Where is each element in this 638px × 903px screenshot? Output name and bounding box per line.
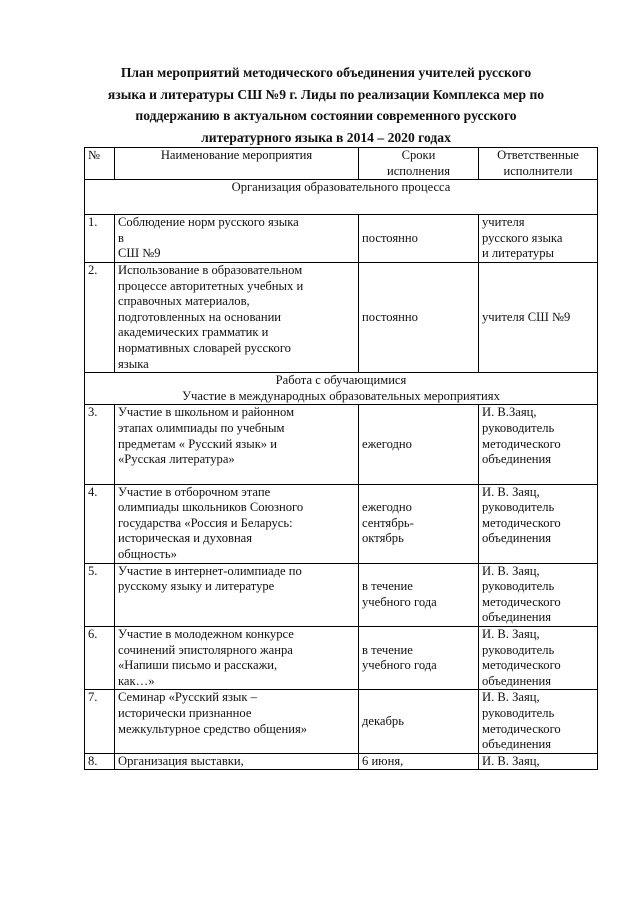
- event-term-line: декабрь: [362, 713, 404, 728]
- event-name-line: исторически признанное: [118, 706, 252, 720]
- title-line: поддержанию в актуальном состоянии современного русского: [135, 108, 517, 123]
- event-responsible-line: методического: [482, 515, 561, 530]
- event-responsible-line: объединения: [482, 737, 552, 752]
- event-responsible-line: объединения: [482, 531, 552, 546]
- event-name: [115, 262, 359, 372]
- row-number: 6.: [85, 627, 115, 690]
- event-responsible-line: учителя СШ №9: [482, 309, 571, 324]
- event-name-line: общность»: [118, 547, 177, 562]
- event-name-line: Участие в интернет-олимпиаде по: [118, 563, 302, 578]
- event-responsible-line: методического: [482, 594, 561, 609]
- event-responsible-line: руководитель: [482, 420, 555, 435]
- event-responsible-line: И. В. Заяц,: [482, 484, 540, 499]
- section-title-line: Организация образовательного процесса: [231, 180, 451, 195]
- event-responsible: [479, 627, 598, 690]
- event-responsible-line: объединения: [482, 673, 552, 688]
- section-row: [85, 373, 598, 405]
- event-name-line: процессе авторитетных учебных и: [118, 278, 304, 293]
- section-title: [85, 373, 598, 405]
- section-row: [85, 180, 598, 215]
- table-row: [85, 753, 598, 770]
- event-name-line: «Напиши письмо и расскажи,: [118, 658, 278, 673]
- event-term-line: ежегодно: [362, 436, 412, 451]
- table-row: [85, 405, 598, 484]
- event-name-line: языка: [118, 356, 149, 371]
- event-responsible-line: И. В. Заяц,: [482, 753, 540, 768]
- event-responsible-line: И. В. Заяц,: [482, 627, 540, 642]
- event-name-line: Организация выставки,: [118, 753, 244, 768]
- event-term: [359, 753, 479, 770]
- event-name-line: Участие в отборочном этапе: [118, 484, 271, 499]
- event-term: [359, 215, 479, 263]
- event-term-line: постоянно: [362, 230, 418, 245]
- event-term: [359, 627, 479, 690]
- event-responsible: [479, 753, 598, 770]
- table-row: [85, 262, 598, 372]
- event-name-line: русскому языку и литературе: [118, 579, 275, 594]
- event-name: [115, 753, 359, 770]
- event-name-line: предметам « Русский язык» и: [118, 436, 277, 451]
- event-term: [359, 262, 479, 372]
- event-name-line: подготовленных на основании: [118, 309, 282, 324]
- table-row: [85, 215, 598, 263]
- event-name-line: Семинар «Русский язык –: [118, 690, 257, 705]
- event-term: [359, 484, 479, 563]
- event-responsible: [479, 215, 598, 263]
- header-term-line: исполнения: [386, 163, 451, 178]
- table-row: [85, 563, 598, 626]
- table-row: [85, 627, 598, 690]
- table-header-row: [85, 148, 598, 180]
- event-name-line: справочных материалов,: [118, 294, 250, 309]
- event-responsible-line: руководитель: [482, 579, 555, 594]
- event-term-line: учебного года: [362, 658, 437, 673]
- event-name: [115, 215, 359, 263]
- event-term-line: постоянно: [362, 309, 418, 324]
- header-term: [359, 148, 479, 180]
- event-responsible-line: и литературы: [482, 246, 554, 261]
- row-number: 2.: [85, 262, 115, 372]
- section-title-line: Участие в международных образовательных мероприятиях: [182, 388, 500, 403]
- event-name-line: этапах олимпиады по учебным: [118, 420, 285, 435]
- events-table: [84, 147, 598, 770]
- event-name-line: государства «Россия и Беларусь:: [118, 515, 293, 530]
- row-number: 7.: [85, 690, 115, 753]
- title-line: литературного языка в 2014 – 2020 годах: [201, 129, 451, 145]
- event-responsible-line: методического: [482, 658, 561, 673]
- header-term-line: Сроки: [401, 148, 436, 162]
- event-name-line: СШ №9: [118, 246, 161, 261]
- row-number: 8.: [85, 753, 115, 770]
- table-row: [85, 484, 598, 563]
- header-resp-line: Ответственные: [497, 148, 579, 162]
- header-num: №: [85, 148, 115, 180]
- event-term-line: ежегодно: [362, 500, 412, 515]
- event-term-line: октябрь: [362, 531, 404, 546]
- event-responsible-line: руководитель: [482, 706, 555, 720]
- event-term: [359, 405, 479, 484]
- event-name-line: межкультурное средство общения»: [118, 721, 308, 736]
- event-term-line: сентябрь-: [362, 515, 414, 530]
- event-term: [359, 563, 479, 626]
- event-term: [359, 690, 479, 753]
- event-name-line: Участие в школьном и районном: [118, 405, 295, 420]
- document-title: [70, 62, 582, 148]
- event-name-line: нормативных словарей русского: [118, 340, 291, 355]
- event-term-line: учебного года: [362, 594, 437, 609]
- event-responsible-line: руководитель: [482, 500, 555, 515]
- event-name-line: как…»: [118, 673, 155, 688]
- event-name-line: академических грамматик и: [118, 325, 269, 340]
- event-name: [115, 484, 359, 563]
- event-responsible-line: И. В. Заяц,: [482, 563, 540, 578]
- event-name-line: олимпиады школьников Союзного: [118, 500, 304, 515]
- row-number: 5.: [85, 563, 115, 626]
- event-responsible: [479, 262, 598, 372]
- row-number: 4.: [85, 484, 115, 563]
- event-name: [115, 627, 359, 690]
- event-name-line: в: [118, 230, 124, 245]
- event-responsible: [479, 563, 598, 626]
- event-responsible-line: объединения: [482, 452, 552, 467]
- section-title-line: Работа с обучающимися: [275, 373, 407, 388]
- event-name-line: Использование в образовательном: [118, 262, 303, 277]
- row-number: 3.: [85, 405, 115, 484]
- event-name: [115, 405, 359, 484]
- title-line: языка и литературы СШ №9 г. Лиды по реализации Комплекса мер по: [107, 86, 545, 102]
- event-name-line: сочинений эпистолярного жанра: [118, 642, 293, 657]
- event-name-line: Соблюдение норм русского языка: [118, 215, 299, 230]
- event-name-line: Участие в молодежном конкурсе: [118, 627, 294, 642]
- header-name: Наименование мероприятия: [115, 148, 359, 180]
- event-responsible: [479, 690, 598, 753]
- event-responsible: [479, 484, 598, 563]
- event-responsible-line: объединения: [482, 610, 552, 625]
- event-responsible-line: учителя: [482, 215, 525, 230]
- table-row: [85, 690, 598, 753]
- row-number: 1.: [85, 215, 115, 263]
- event-responsible: [479, 405, 598, 484]
- event-responsible-line: русского языка: [482, 230, 563, 245]
- header-responsible: [479, 148, 598, 180]
- event-responsible-line: руководитель: [482, 642, 555, 657]
- header-resp-line: исполнители: [503, 163, 573, 178]
- title-line: План мероприятий методического объединения учителей русского: [120, 65, 532, 80]
- section-title: [85, 180, 598, 215]
- event-responsible-line: И. В.Заяц,: [482, 405, 537, 420]
- event-responsible-line: И. В. Заяц,: [482, 690, 540, 705]
- event-term-line: в течение: [362, 642, 413, 657]
- event-name-line: историческая и духовная: [118, 531, 253, 546]
- event-name-line: «Русская литература»: [118, 452, 235, 467]
- event-term-line: 6 июня,: [362, 753, 404, 768]
- event-responsible-line: методического: [482, 436, 561, 451]
- event-responsible-line: методического: [482, 721, 561, 736]
- event-term-line: в течение: [362, 579, 413, 594]
- event-name: [115, 563, 359, 626]
- event-name: [115, 690, 359, 753]
